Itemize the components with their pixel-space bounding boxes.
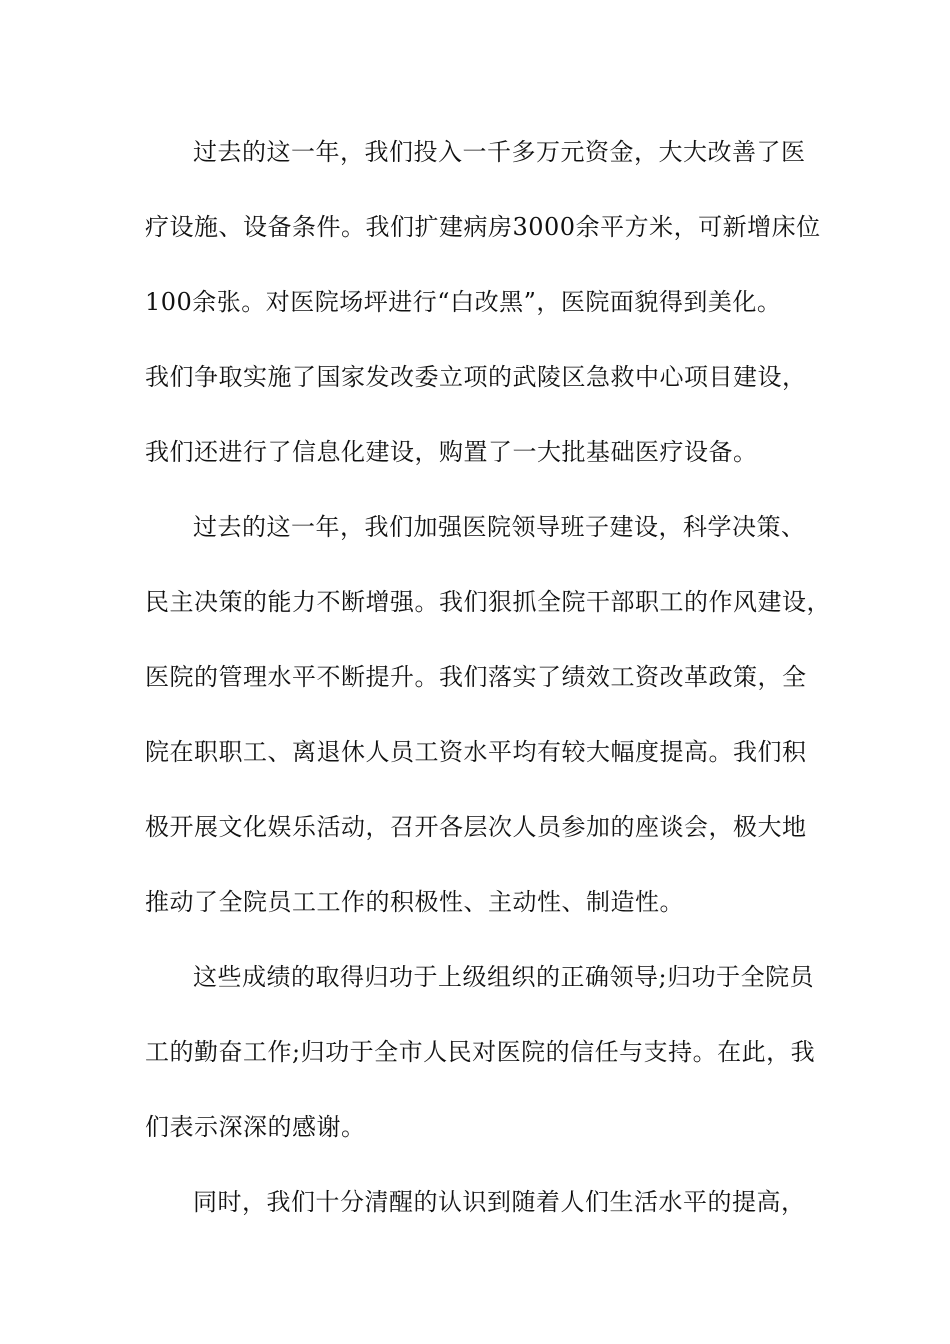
paragraph-2-line-6: 推动了全院员工工作的积极性、主动性、制造性。 xyxy=(145,888,684,916)
paragraph-2-line-1: 过去的这一年，我们加强医院领导班子建设，科学决策、 xyxy=(193,513,806,541)
paragraph-1-line-3: 100余张。对医院场坪进行“白改黑”，医院面貌得到美化。 xyxy=(145,288,782,316)
paragraph-2-line-5: 极开展文化娱乐活动，召开各层次人员参加的座谈会，极大地 xyxy=(145,813,807,841)
paragraph-1-line-1: 过去的这一年，我们投入一千多万元资金，大大改善了医 xyxy=(193,138,806,166)
paragraph-1-line-2: 疗设施、设备条件。我们扩建病房3000余平方米，可新增床位 xyxy=(145,213,821,241)
paragraph-3-line-2: 工的勤奋工作;归功于全市人民对医院的信任与支持。在此，我 xyxy=(145,1038,816,1066)
paragraph-2-line-4: 院在职职工、离退休人员工资水平均有较大幅度提高。我们积 xyxy=(145,738,807,766)
paragraph-3-line-3: 们表示深深的感谢。 xyxy=(145,1113,366,1141)
paragraph-1-line-5: 我们还进行了信息化建设，购置了一大批基础医疗设备。 xyxy=(145,438,758,466)
paragraph-4-line-1: 同时，我们十分清醒的认识到随着人们生活水平的提高， xyxy=(193,1188,806,1216)
paragraph-1-line-4: 我们争取实施了国家发改委立项的武陵区急救中心项目建设， xyxy=(145,363,807,391)
paragraph-2-line-3: 医院的管理水平不断提升。我们落实了绩效工资改革政策，全 xyxy=(145,663,807,691)
paragraph-2-line-2: 民主决策的能力不断增强。我们狠抓全院干部职工的作风建设， xyxy=(145,588,831,616)
paragraph-3-line-1: 这些成绩的取得归功于上级组织的正确领导;归功于全院员 xyxy=(193,963,815,991)
